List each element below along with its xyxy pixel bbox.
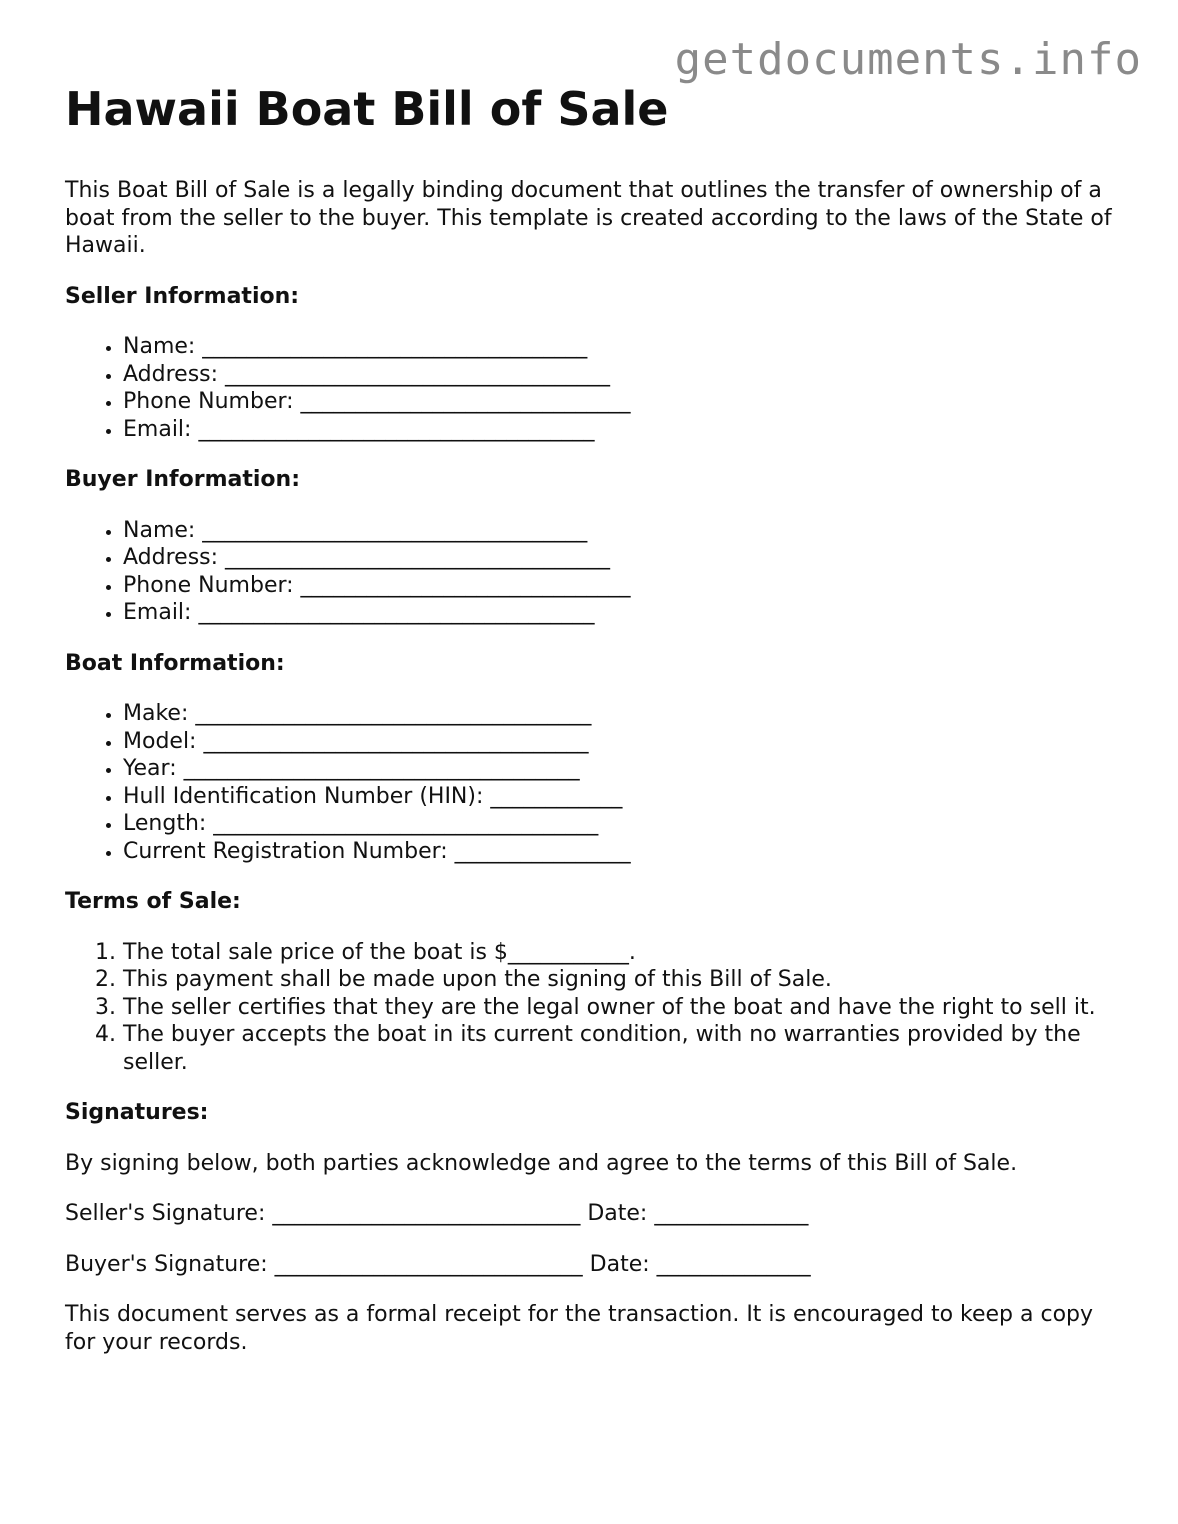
signatures-heading: Signatures: xyxy=(65,1100,209,1126)
boat-hin-field: • Hull Identification Number (HIN): ____________ xyxy=(123,783,1115,811)
boat-registration-field: • Current Registration Number: ________________ xyxy=(123,838,1115,866)
document xyxy=(65,82,1115,1379)
buyer-phone-field: • Phone Number: ______________________________ xyxy=(123,572,1115,600)
boat-list xyxy=(65,700,1115,865)
boat-model-field: • Model: ___________________________________ xyxy=(123,728,1115,756)
seller-phone-field: • Phone Number: ______________________________ xyxy=(123,388,1115,416)
seller-address-field: • Address: ___________________________________ xyxy=(123,361,1115,389)
terms-item: 3. The seller certifies that they are the legal owner of the boat and have the right to sell it. xyxy=(123,994,1115,1022)
buyer-signature-line: Buyer's Signature: ____________________________ Date: ______________ xyxy=(65,1251,811,1277)
boat-length-field: • Length: ___________________________________ xyxy=(123,810,1115,838)
terms-item: 4. The buyer accepts the boat in its current condition, with no warranties provided by the seller. xyxy=(123,1021,1115,1076)
signatures-statement: By signing below, both parties acknowledge and agree to the terms of this Bill of Sale. xyxy=(65,1150,1018,1176)
intro-paragraph: This Boat Bill of Sale is a legally binding document that outlines the transfer of ownership of a boat from the seller to the buyer. This template is created according to the laws of the State of Hawaii. xyxy=(65,178,1112,259)
closing-paragraph: This document serves as a formal receipt for the transaction. It is encouraged to keep a copy for your records. xyxy=(65,1302,1094,1355)
terms-item: 2. This payment shall be made upon the signing of this Bill of Sale. xyxy=(123,966,1115,994)
buyer-list xyxy=(65,517,1115,627)
seller-name-field: • Name: ___________________________________ xyxy=(123,333,1115,361)
seller-heading: Seller Information: xyxy=(65,283,300,309)
buyer-heading: Buyer Information: xyxy=(65,467,300,493)
watermark: getdocuments.info xyxy=(674,34,1142,85)
buyer-name-field: • Name: ___________________________________ xyxy=(123,517,1115,545)
terms-list xyxy=(65,939,1115,1077)
boat-year-field: • Year: ____________________________________ xyxy=(123,755,1115,783)
page-title: Hawaii Boat Bill of Sale xyxy=(65,82,669,136)
seller-list xyxy=(65,333,1115,443)
boat-make-field: • Make: ____________________________________ xyxy=(123,700,1115,728)
terms-item: 1. The total sale price of the boat is $___________. xyxy=(123,939,1115,967)
buyer-address-field: • Address: ___________________________________ xyxy=(123,544,1115,572)
seller-signature-line: Seller's Signature: ____________________________ Date: ______________ xyxy=(65,1201,809,1227)
seller-email-field: • Email: ____________________________________ xyxy=(123,416,1115,444)
terms-heading: Terms of Sale: xyxy=(65,889,241,915)
boat-heading: Boat Information: xyxy=(65,650,285,676)
buyer-email-field: • Email: ____________________________________ xyxy=(123,599,1115,627)
